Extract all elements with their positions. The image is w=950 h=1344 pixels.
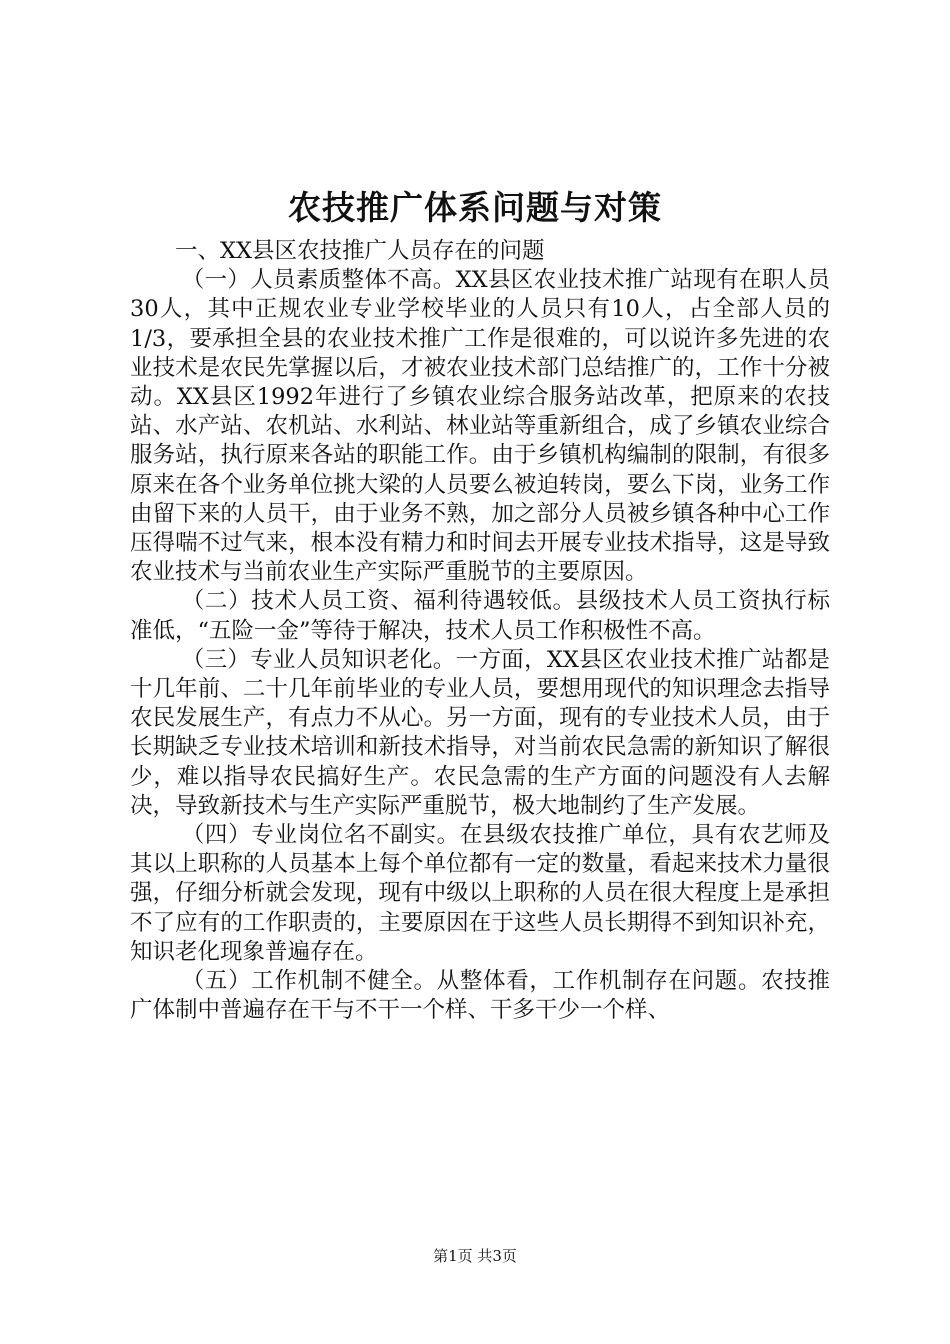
paragraph-1: （一）人员素质整体不高。XX县区农业技术推广站现有在职人员30人，其中正规农业专业学校毕业的人员只有10人，占全部人员的1/3，要承担全县的农业技术推广工作是很难的，可以说许多先进的农业技术是农民先掌握以后，才被农业技术部门总结推广的，工作十分被动。XX县区1992年进行了乡镇农业综合服务站改革，把原来的农技站、水产站、农机站、水利站、林业站等重新组合，成了乡镇农业综合服务站，执行原来各站的职能工作。由于乡镇机构编制的限制，有很多原来在各个业务单位挑大梁的人员要么被迫转岗，要么下岗，业务工作由留下来的人员干，由于业务不熟，加之部分人员被乡镇各种中心工作压得喘不过气来，根本没有精力和时间去开展专业技术指导，这是导致农业技术与当前农业生产实际严重脱节的主要原因。 (130, 267, 830, 586)
paragraph-3: （三）专业人员知识老化。一方面，XX县区农业技术推广站都是十几年前、二十几年前毕业的专业人员，要想用现代的知识理念去指导农民发展生产，有点力不从心。另一方面，现有的专业技术人员，由于长期缺乏专业技术培训和新技术指导，对当前农民急需的新知识了解很少，难以指导农民搞好生产。农民急需的生产方面的问题没有人去解决，导致新技术与生产实际严重脱节，极大地制约了生产发展。 (130, 646, 830, 819)
section-heading: 一、XX县区农技推广人员存在的问题 (175, 238, 545, 264)
paragraph-2: （二）技术人员工资、福利待遇较低。县级技术人员工资执行标准低，“五险一金”等待于解决，技术人员工作积极性不高。 (130, 588, 830, 644)
page-footer: 第1页 共3页 (433, 1247, 517, 1265)
page-title: 农技推广体系问题与对策 (288, 188, 662, 227)
paragraph-5: （五）工作机制不健全。从整体看，工作机制存在问题。农技推广体制中普遍存在干与不干一个样、干多干少一个样、 (130, 968, 830, 1024)
document-body (130, 237, 830, 1025)
paragraph-4: （四）专业岗位名不副实。在县级农技推广单位，具有农艺师及其以上职称的人员基本上每个单位都有一定的数量，看起来技术力量很强，仔细分析就会发现，现有中级以上职称的人员在很大程度上是承担不了应有的工作职责的，主要原因在于这些人员长期得不到知识补充，知识老化现象普遍存在。 (130, 822, 830, 965)
